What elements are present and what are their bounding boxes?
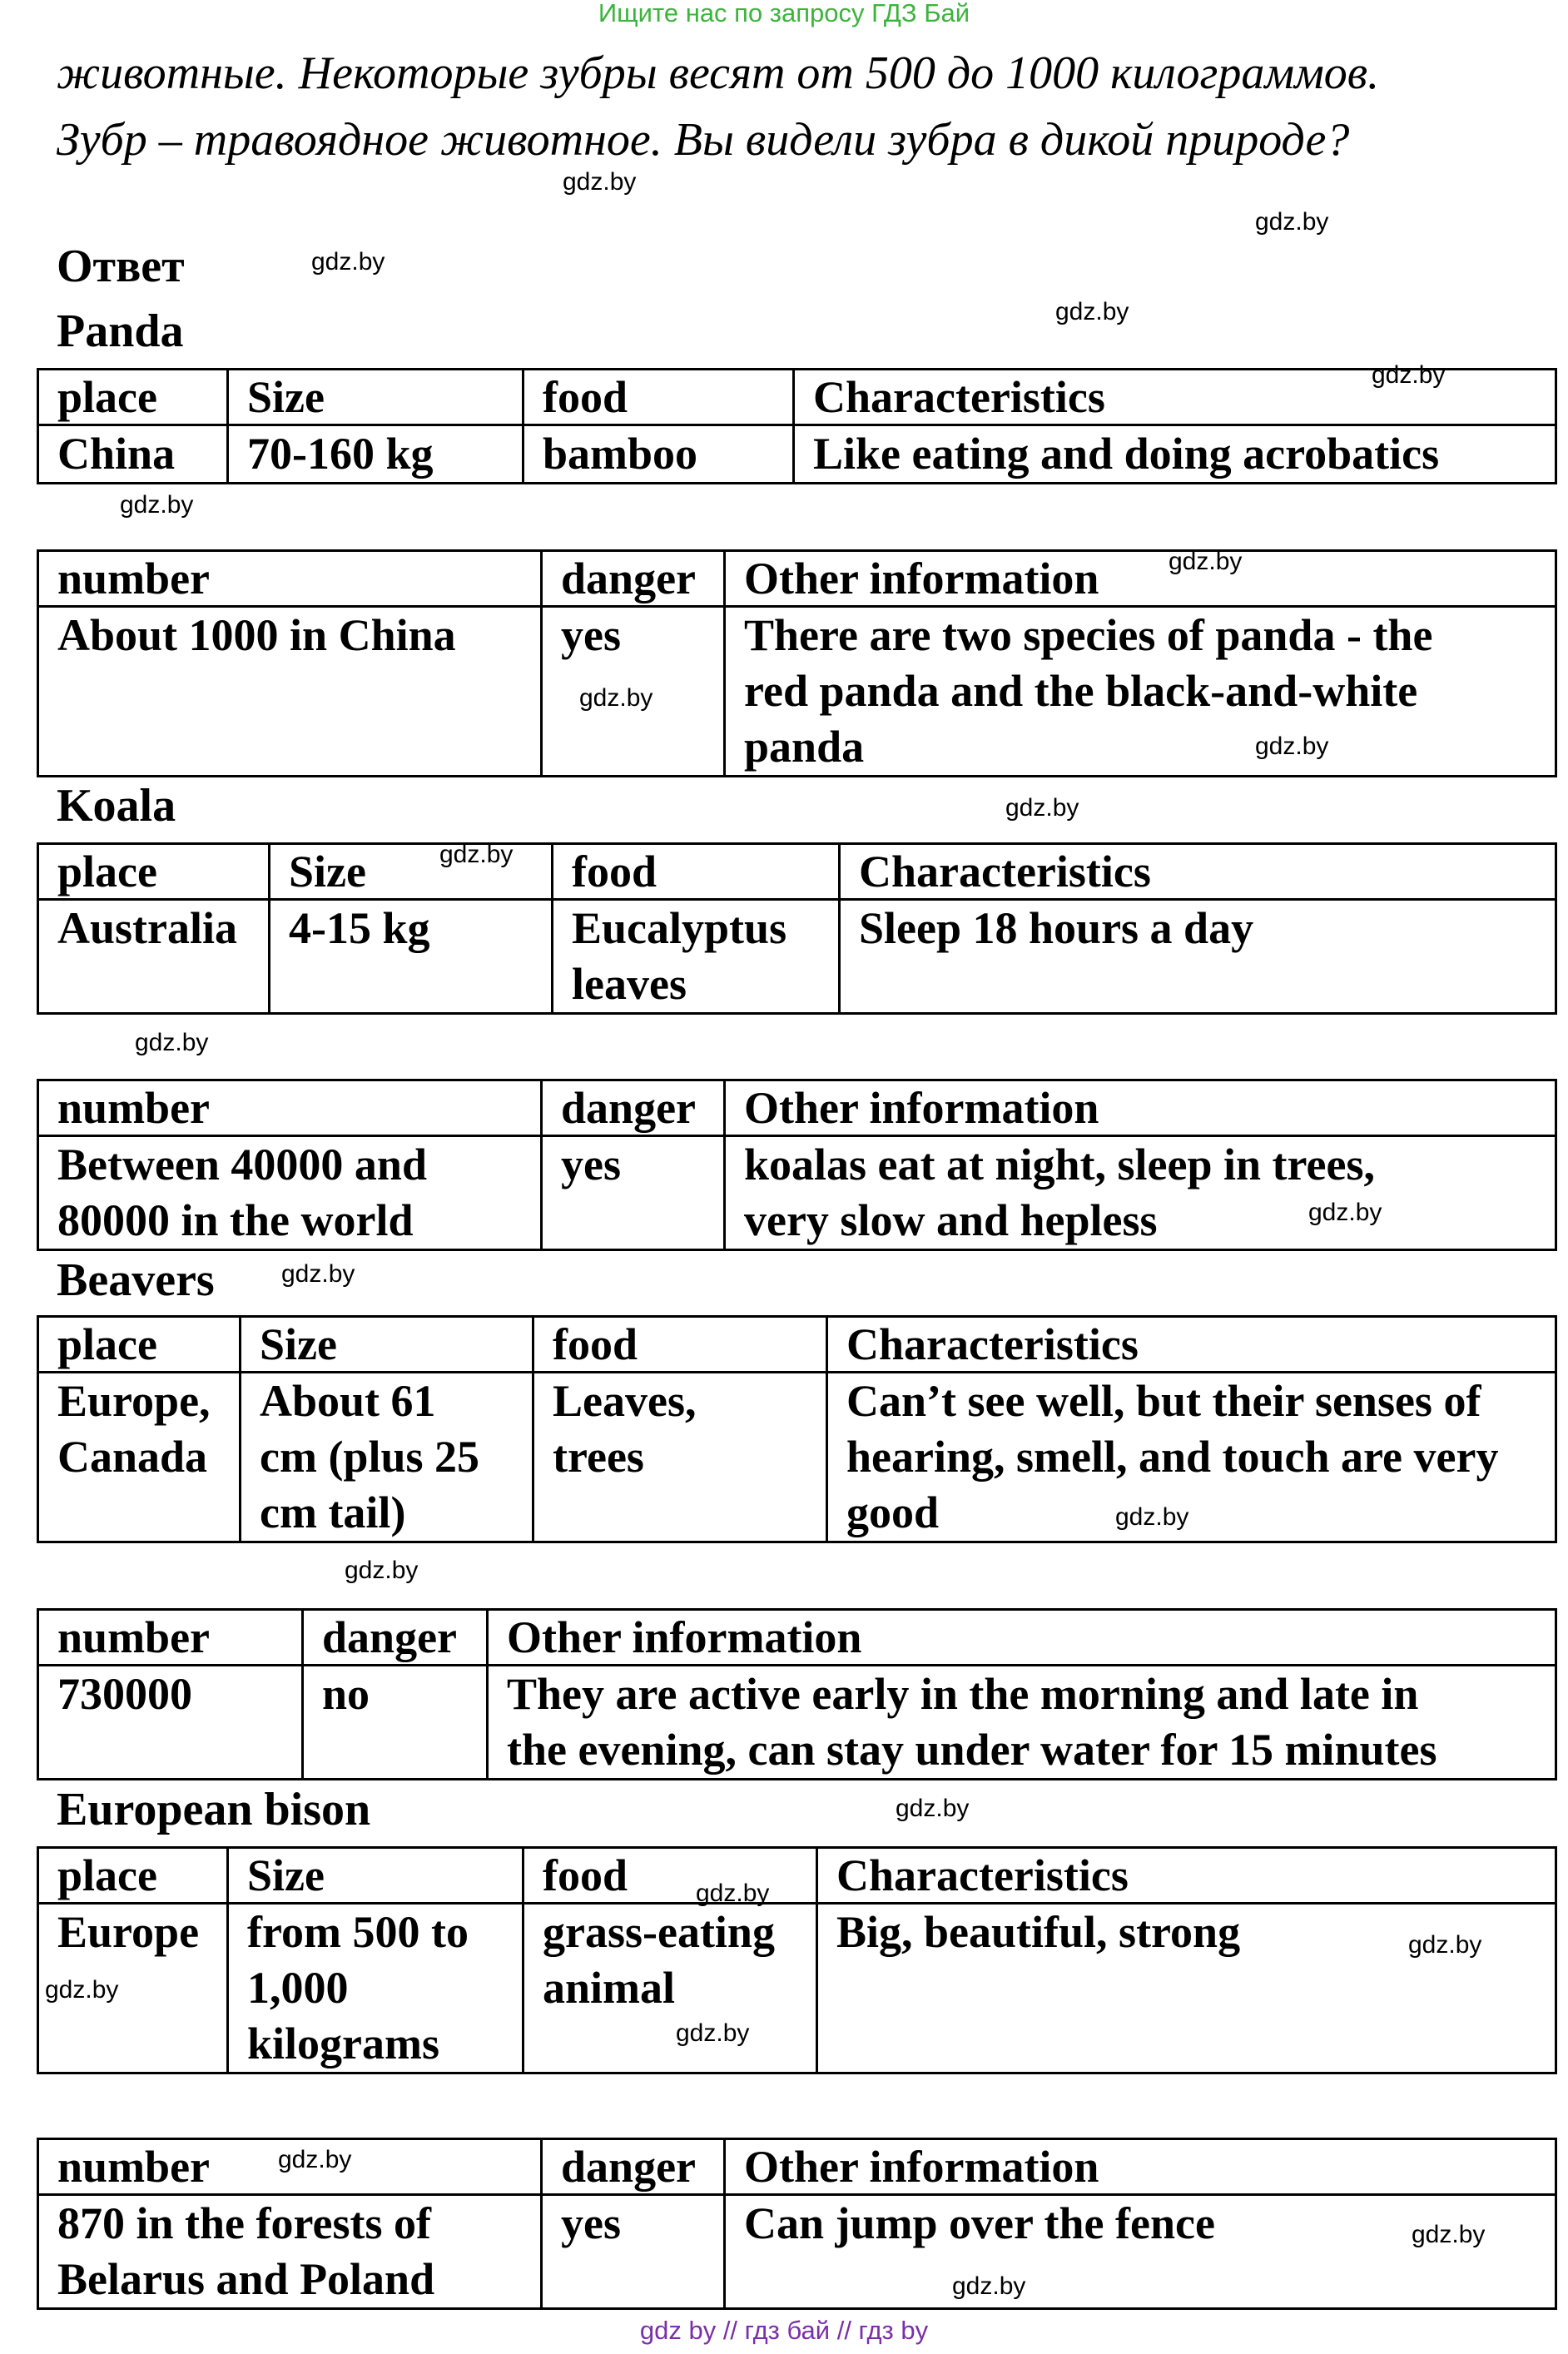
animal-heading-panda: Panda [57, 305, 184, 357]
table-row [38, 425, 1556, 484]
header-characteristics: Characteristics [827, 1317, 1556, 1373]
watermark: gdz.by [345, 1557, 419, 1584]
bison-status-table [37, 2138, 1557, 2310]
watermark: gdz.by [135, 1029, 209, 1056]
animal-heading-european-bison: European bison [57, 1784, 371, 1835]
header-place: place [38, 1317, 241, 1373]
header-danger: danger [303, 1610, 488, 1666]
watermark: gdz.by [1005, 794, 1079, 822]
table-header-row [38, 551, 1556, 607]
cell-place: Europe [38, 1904, 228, 2073]
header-danger: danger [542, 2139, 725, 2195]
cell-danger: yes [542, 607, 725, 777]
watermark: gdz.by [311, 248, 385, 276]
watermark: gdz.by [120, 491, 194, 519]
header-other-information: Other information [725, 551, 1556, 607]
header-number: number [38, 1610, 303, 1666]
watermark: gdz.by [1372, 361, 1446, 389]
answer-heading: Ответ [57, 241, 185, 292]
header-number: number [38, 2139, 542, 2195]
table-row [38, 900, 1556, 1014]
table-header-row [38, 844, 1556, 900]
cell-characteristics: Can’t see well, but their senses of hearing, smell, and touch are very good [827, 1373, 1556, 1542]
cell-size: from 500 to 1,000 kilograms [228, 1904, 523, 2073]
cell-number: 730000 [38, 1666, 303, 1780]
header-other-information: Other information [488, 1610, 1556, 1666]
header-danger: danger [542, 1080, 725, 1136]
cell-number: About 1000 in China [38, 607, 542, 777]
watermark: gdz.by [439, 841, 514, 868]
cell-place: Australia [38, 900, 270, 1014]
header-danger: danger [542, 551, 725, 607]
intro-line-1: животные. Некоторые зубры весят от 500 до 1000 килограммов. [57, 47, 1380, 99]
table-row [38, 1136, 1556, 1250]
koala-basic-table [37, 842, 1557, 1015]
header-place: place [38, 370, 228, 425]
header-characteristics: Characteristics [794, 370, 1556, 425]
header-food: food [523, 1848, 817, 1904]
watermark: gdz.by [676, 2019, 750, 2047]
watermark: gdz.by [896, 1795, 970, 1822]
header-number: number [38, 551, 542, 607]
cell-characteristics: Sleep 18 hours a day [840, 900, 1556, 1014]
header-food: food [533, 1317, 827, 1373]
cell-other-information: koalas eat at night, sleep in trees, very slow and hepless [725, 1136, 1556, 1250]
watermark: gdz.by [1408, 1931, 1482, 1959]
watermark: gdz.by [1115, 1503, 1189, 1531]
cell-place: Europe, Canada [38, 1373, 241, 1542]
header-other-information: Other information [725, 2139, 1556, 2195]
header-size: Size [228, 1848, 523, 1904]
cell-food: bamboo [523, 425, 794, 484]
watermark: gdz.by [281, 1260, 355, 1288]
cell-danger: no [303, 1666, 488, 1780]
header-number: number [38, 1080, 542, 1136]
cell-food: grass-eating animal [523, 1904, 817, 2073]
bison-basic-table [37, 1846, 1557, 2074]
header-size: Size [270, 844, 553, 900]
table-header-row [38, 370, 1556, 425]
table-row [38, 1373, 1556, 1542]
search-banner: Ищите нас по запросу ГДЗ Бай [598, 0, 970, 27]
table-row [38, 2195, 1556, 2309]
cell-size: About 61 cm (plus 25 cm tail) [241, 1373, 533, 1542]
cell-other-information: Can jump over the fence [725, 2195, 1556, 2309]
cell-danger: yes [542, 2195, 725, 2309]
cell-other-information: There are two species of panda - the red panda and the black-and-white panda [725, 607, 1556, 777]
watermark: gdz.by [278, 2146, 352, 2173]
cell-number: Between 40000 and 80000 in the world [38, 1136, 542, 1250]
header-size: Size [228, 370, 523, 425]
watermark: gdz.by [696, 1880, 770, 1907]
watermark: gdz.by [1255, 208, 1329, 236]
watermark: gdz.by [579, 684, 653, 712]
cell-other-information: They are active early in the morning and late in the evening, can stay under water for 15 minutes [488, 1666, 1556, 1780]
watermark: gdz.by [45, 1976, 119, 2004]
animal-heading-beavers: Beavers [57, 1254, 215, 1306]
cell-number: 870 in the forests of Belarus and Poland [38, 2195, 542, 2309]
panda-status-table [37, 549, 1557, 777]
intro-line-2: Зубр – травоядное животное. Вы видели зубра в дикой природе? [57, 114, 1350, 166]
cell-food: Eucalyptus leaves [553, 900, 840, 1014]
cell-food: Leaves, trees [533, 1373, 827, 1542]
cell-size: 4-15 kg [270, 900, 553, 1014]
header-characteristics: Characteristics [817, 1848, 1556, 1904]
watermark: gdz.by [1055, 298, 1129, 325]
watermark: gdz.by [1169, 548, 1243, 575]
animal-heading-koala: Koala [57, 780, 176, 832]
header-food: food [553, 844, 840, 900]
watermark: gdz.by [952, 2272, 1026, 2300]
header-place: place [38, 844, 270, 900]
watermark: gdz.by [1255, 733, 1329, 760]
table-header-row [38, 1080, 1556, 1136]
cell-characteristics: Big, beautiful, strong [817, 1904, 1556, 2073]
cell-characteristics: Like eating and doing acrobatics [794, 425, 1556, 484]
cell-size: 70-160 kg [228, 425, 523, 484]
header-other-information: Other information [725, 1080, 1556, 1136]
table-header-row [38, 1317, 1556, 1373]
table-header-row [38, 2139, 1556, 2195]
header-characteristics: Characteristics [840, 844, 1556, 900]
beavers-status-table [37, 1608, 1557, 1780]
watermark: gdz.by [1308, 1199, 1382, 1226]
beavers-basic-table [37, 1315, 1557, 1543]
table-header-row [38, 1610, 1556, 1666]
table-row [38, 1904, 1556, 2073]
table-row [38, 1666, 1556, 1780]
footer-links: gdz by // гдз бай // гдз by [639, 2316, 929, 2345]
table-header-row [38, 1848, 1556, 1904]
cell-place: China [38, 425, 228, 484]
header-food: food [523, 370, 794, 425]
panda-basic-table [37, 368, 1557, 484]
header-place: place [38, 1848, 228, 1904]
watermark: gdz.by [1412, 2221, 1486, 2248]
watermark: gdz.by [563, 168, 637, 196]
cell-danger: yes [542, 1136, 725, 1250]
header-size: Size [241, 1317, 533, 1373]
